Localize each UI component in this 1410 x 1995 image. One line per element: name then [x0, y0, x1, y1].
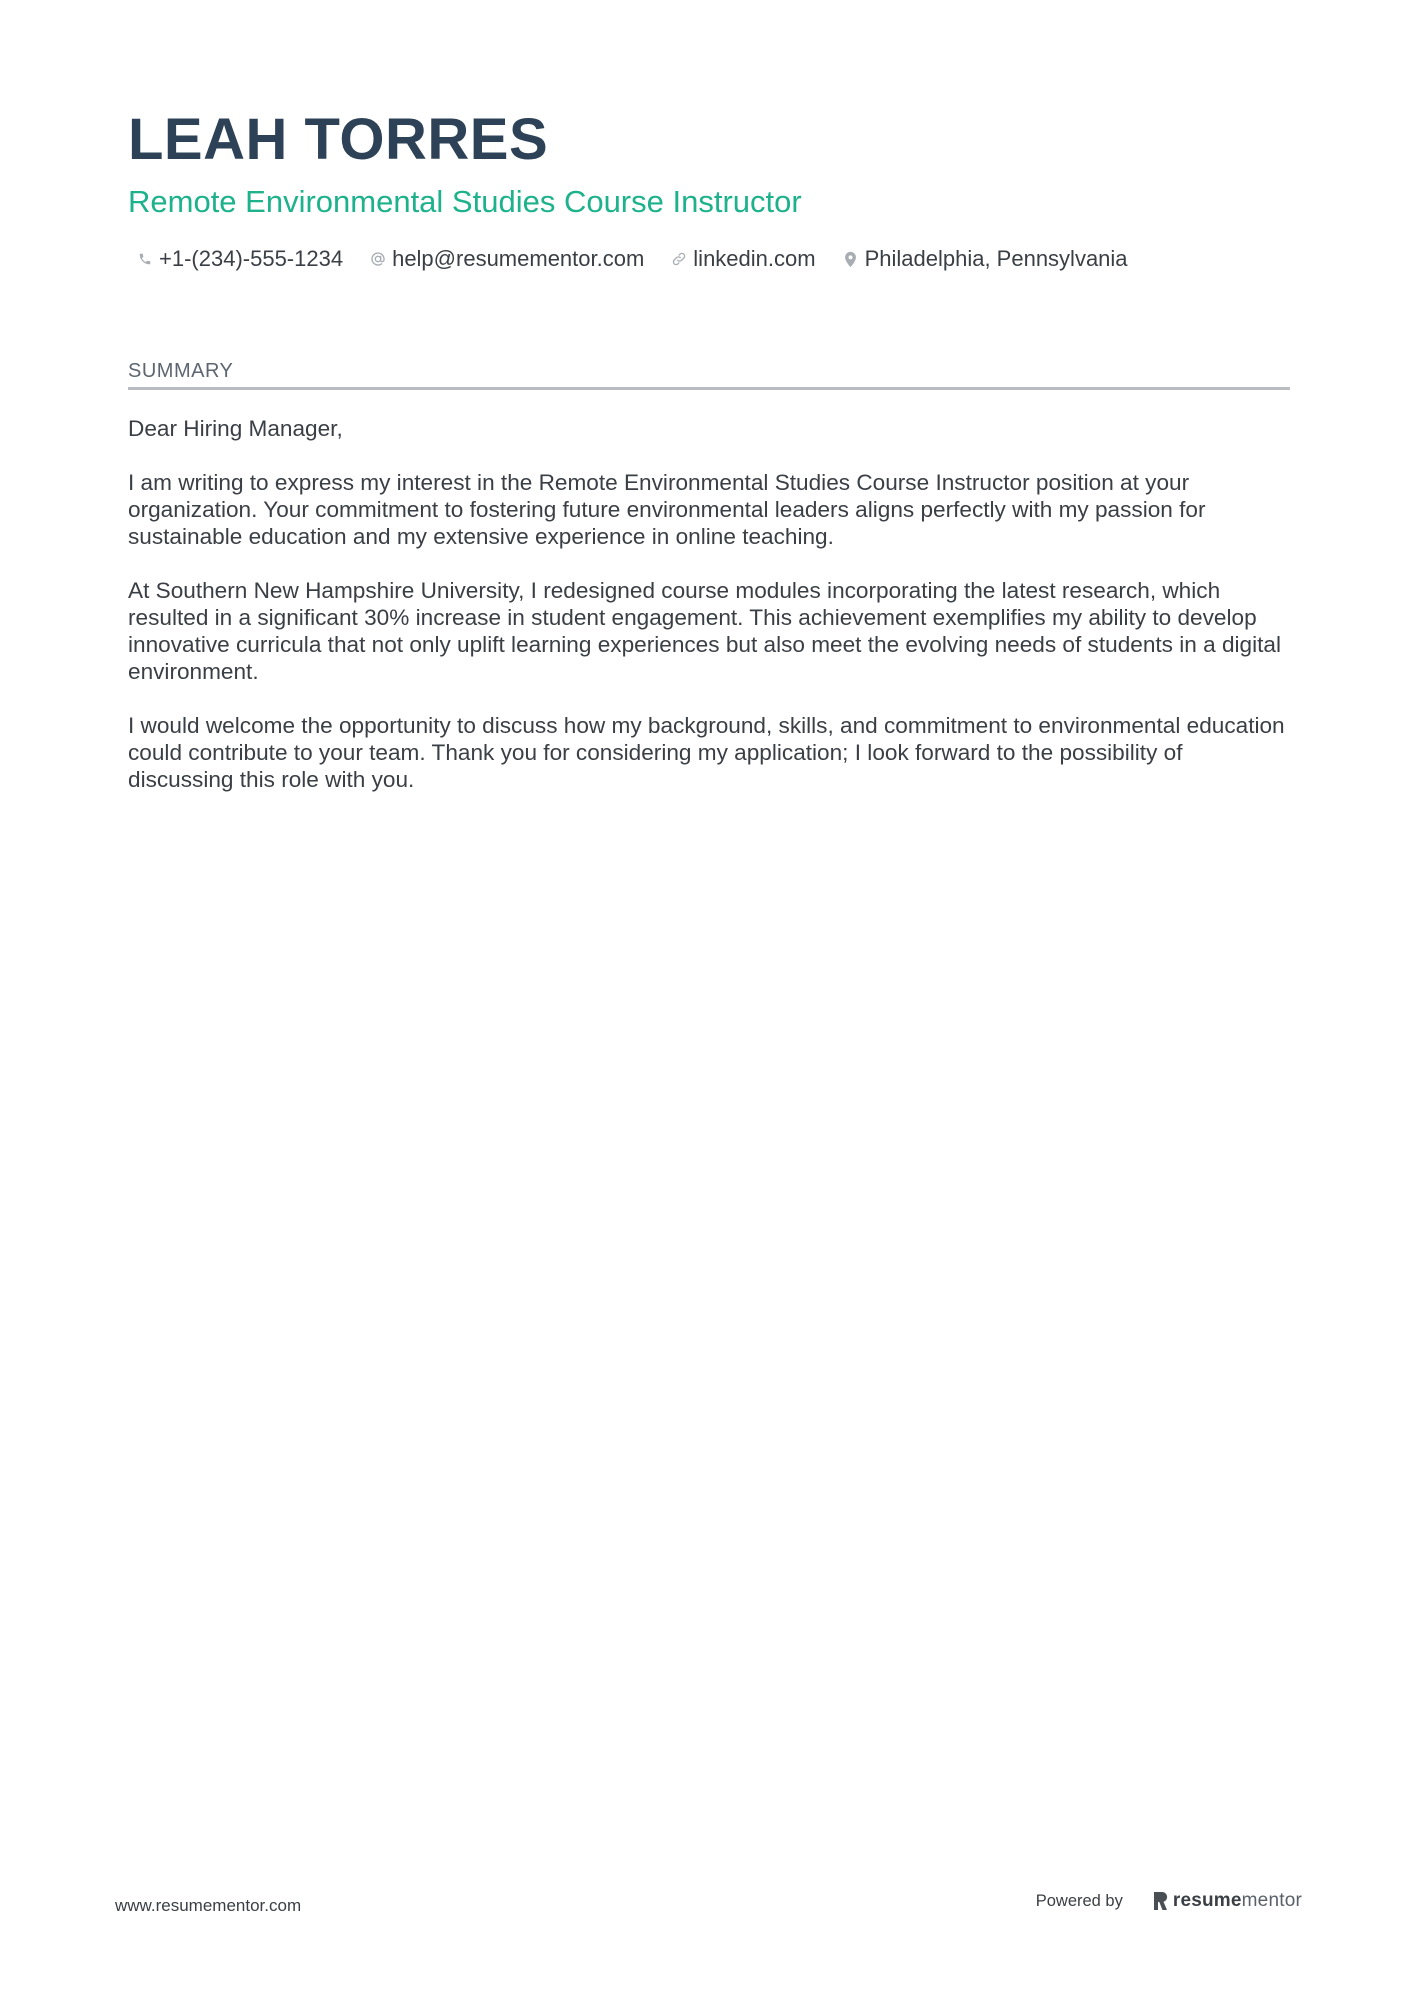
- footer-branding: [1036, 1890, 1302, 1912]
- location-text: Philadelphia, Pennsylvania: [864, 246, 1128, 271]
- letter-paragraph: I would welcome the opportunity to discuss how my background, skills, and commitment to environmental education could contribute to your team. Thank you for considering my application; I look forward to the possibility of discussing this role with you.: [128, 713, 1285, 792]
- brand-logo[interactable]: [1153, 1890, 1302, 1912]
- phone-icon: [136, 249, 154, 269]
- contact-phone: [136, 246, 343, 272]
- link-icon: [670, 249, 688, 269]
- contact-bar: [136, 246, 1154, 272]
- letter-salutation: Dear Hiring Manager,: [128, 416, 343, 441]
- contact-email: [369, 246, 644, 272]
- website-link[interactable]: linkedin.com: [693, 246, 816, 271]
- powered-by-label: Powered by: [1035, 1891, 1123, 1910]
- candidate-name: LEAH TORRES: [128, 107, 549, 172]
- phone-number: +1-(234)-555-1234: [159, 246, 344, 271]
- map-pin-icon: [842, 249, 860, 269]
- section-divider: [128, 387, 1290, 390]
- brand-name-bold: resume: [1172, 1890, 1242, 1911]
- summary-heading: SUMMARY: [128, 360, 234, 382]
- letter-body: [128, 415, 1290, 820]
- brand-name-light: mentor: [1241, 1890, 1302, 1911]
- email-address[interactable]: help@resumementor.com: [392, 246, 645, 271]
- letter-paragraph: I am writing to express my interest in the Remote Environmental Studies Course Instructor position at your organization. Your commitment to fostering future environmental leaders aligns perfectly with my passion for sustainable education and my extensive experience in online teaching.: [128, 470, 1206, 549]
- footer-website[interactable]: www.resumementor.com: [115, 1896, 302, 1915]
- candidate-title: Remote Environmental Studies Course Instructor: [128, 184, 802, 219]
- contact-location: [842, 246, 1128, 272]
- brand-logo-icon: [1153, 1891, 1169, 1911]
- contact-website: [670, 246, 815, 272]
- at-icon: [369, 249, 387, 269]
- letter-paragraph: At Southern New Hampshire University, I redesigned course modules incorporating the latest research, which resulted in a significant 30% increase in student engagement. This achievement exemplifies my ability to develop innovative curricula that not only uplift learning experiences but also meet the evolving needs of students in a digital environment.: [128, 578, 1281, 684]
